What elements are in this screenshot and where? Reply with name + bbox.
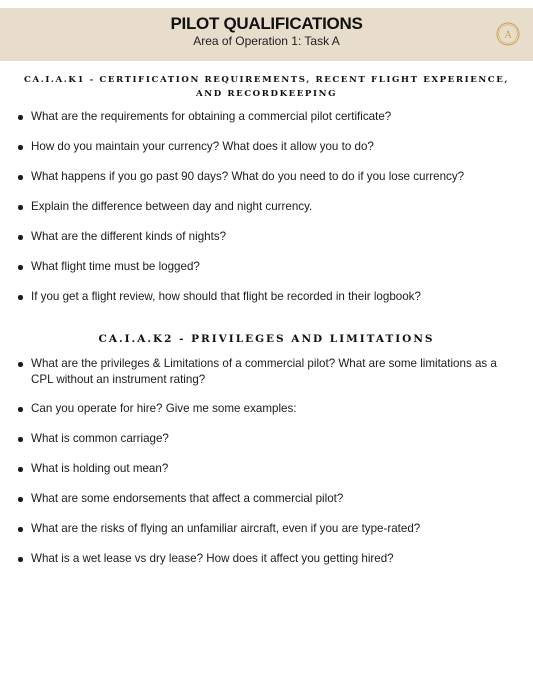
question-text: Can you operate for hire? Give me some examples:: [31, 402, 297, 415]
question-item: [17, 259, 517, 275]
question-text: What flight time must be logged?: [31, 260, 200, 273]
question-text: What are some endorsements that affect a commercial pilot?: [31, 492, 344, 505]
question-text: What are the risks of flying an unfamiliar aircraft, even if you are type-rated?: [31, 522, 421, 535]
bullet-icon: [18, 362, 23, 367]
question-text: What happens if you go past 90 days? What do you need to do if you lose currency?: [31, 170, 465, 183]
question-item: [17, 109, 517, 125]
header-band: [0, 8, 533, 61]
bullet-icon: [18, 235, 23, 240]
question-item: [17, 521, 517, 537]
bullet-icon: [18, 527, 23, 532]
question-item: [17, 491, 517, 507]
bullet-icon: [18, 175, 23, 180]
logo-letter: A: [504, 30, 512, 41]
page-title: PILOT QUALIFICATIONS: [170, 14, 363, 33]
question-item: [17, 139, 517, 155]
bullet-icon: [18, 407, 23, 412]
bullet-icon: [18, 557, 23, 562]
question-item: [17, 229, 517, 245]
question-text: What are the different kinds of nights?: [31, 230, 227, 243]
question-text: Explain the difference between day and night currency.: [31, 200, 313, 213]
question-item: [17, 169, 517, 185]
bullet-icon: [18, 265, 23, 270]
section-heading-k1: CA.I.A.K1 - CERTIFICATION REQUIREMENTS, RECENT FLIGHT EXPERIENCE, AND RECORDKEEPING: [24, 75, 509, 99]
section-heading-k2: CA.I.A.K2 - PRIVILEGES AND LIMITATIONS: [98, 333, 435, 345]
question-item: [17, 431, 517, 447]
bullet-icon: [18, 295, 23, 300]
question-item: [17, 289, 517, 305]
question-item: [17, 551, 517, 567]
question-text: What are the requirements for obtaining a commercial pilot certificate?: [31, 110, 392, 123]
question-text: What is common carriage?: [31, 432, 169, 445]
bullet-icon: [18, 467, 23, 472]
question-text: If you get a flight review, how should that flight be recorded in their logbook?: [31, 290, 421, 303]
page-subtitle: Area of Operation 1: Task A: [193, 34, 340, 48]
question-text: How do you maintain your currency? What does it allow you to do?: [31, 140, 374, 153]
bullet-icon: [18, 497, 23, 502]
question-text: What is a wet lease vs dry lease? How does it affect you getting hired?: [31, 552, 394, 565]
question-item: [17, 461, 517, 477]
question-text: What are the privileges & Limitations of a commercial pilot? What are some limitations as a CPL without an instrument rating?: [31, 357, 497, 386]
bullet-icon: [18, 115, 23, 120]
question-item: [17, 401, 517, 417]
question-item: [17, 199, 517, 215]
bullet-icon: [18, 437, 23, 442]
question-item: [17, 356, 517, 388]
question-text: What is holding out mean?: [31, 462, 169, 475]
logo-icon: [496, 22, 520, 46]
bullet-icon: [18, 145, 23, 150]
bullet-icon: [18, 205, 23, 210]
